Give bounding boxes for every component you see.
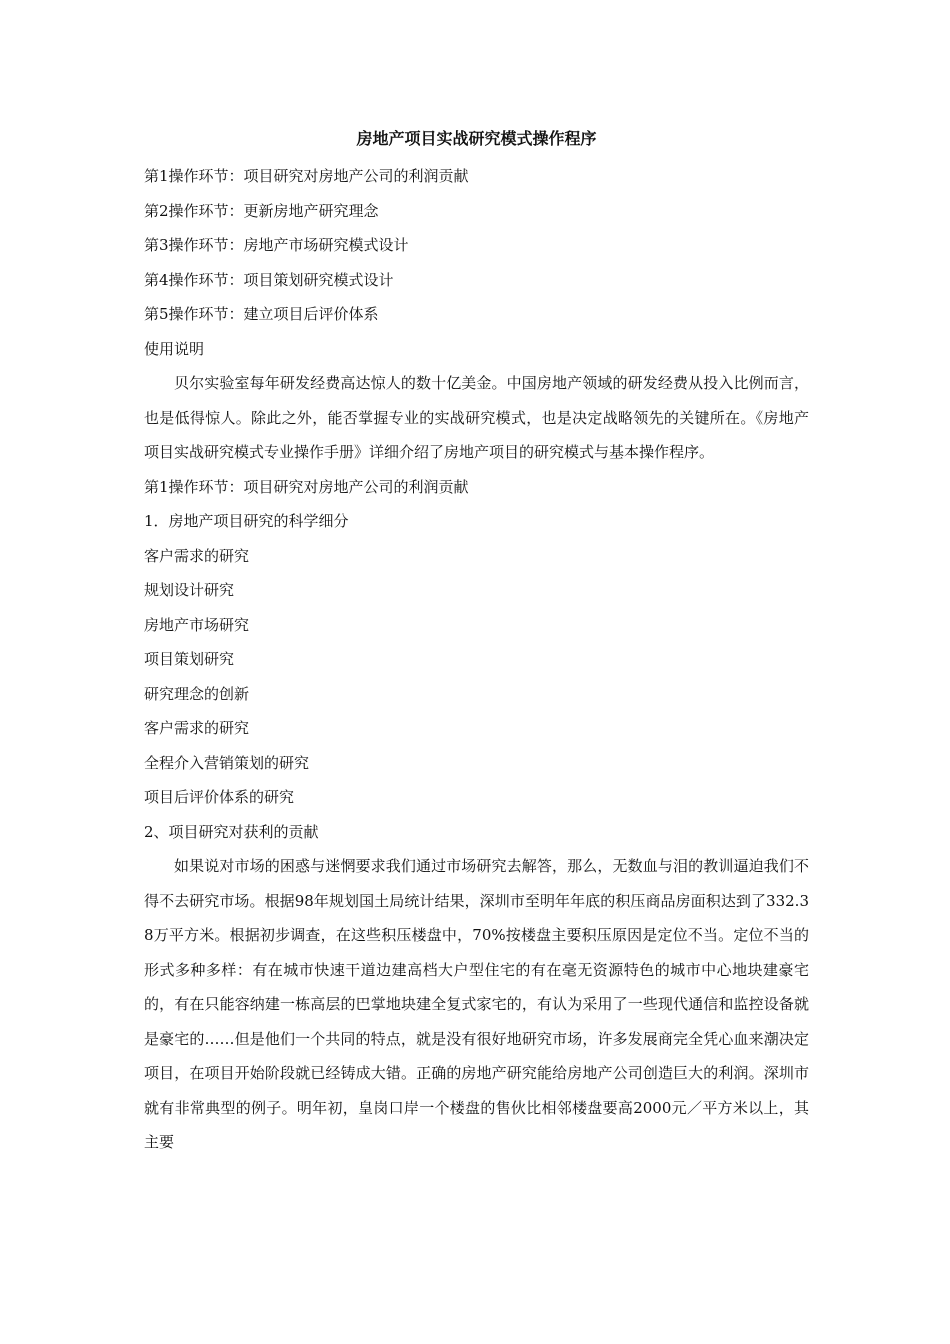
toc-item-5: 第5操作环节：建立项目后评价体系 [144, 305, 379, 323]
subsection-1-item: 客户需求的研究 [144, 719, 250, 737]
usage-heading: 使用说明 [144, 339, 205, 358]
toc-item-2: 第2操作环节：更新房地产研究理念 [144, 201, 379, 220]
body-paragraph: 如果说对市场的困惑与迷惘要求我们通过市场研究去解答，那么，无数血与泪的教训逼迫我们不得不去研究市场。根据98年规划国土局统计结果，深圳市至明年年底的积压商品房面积达到了332.38万平方米。根据初步调查，在这些积压楼盘中，70%按楼盘主要积压原因是定位不当。定位不当的形式多种多样：有在城市快速干道边建高档大户型住宅的有在毫无资源特色的城市中心地块建豪宅的，有在只能容纳建一栋高层的巴掌地块建全复式家宅的，有认为采用了一些现代通信和监控设备就是豪宅的……但是他们一个共同的特点，就是没有很好地研究市场，许多发展商完全凭心血来潮决定项目，在项目开始阶段就已经铸成大错。正确的房地产研究能给房地产公司创造巨大的利润。深圳市就有非常典型的例子。明年初，皇岗口岸一个楼盘的售伙比相邻楼盘要高2000元／平方米以上，其主要 [144, 857, 809, 1151]
toc-item-4: 第4操作环节：项目策划研究模式设计 [144, 270, 394, 289]
subsection-1-item: 研究理念的创新 [144, 684, 250, 703]
section-1-heading: 第1操作环节：项目研究对房地产公司的利润贡献 [144, 477, 469, 496]
toc-item-3: 第3操作环节：房地产市场研究模式设计 [144, 236, 409, 254]
toc-item-1: 第1操作环节：项目研究对房地产公司的利润贡献 [144, 167, 469, 185]
subsection-1-item: 项目策划研究 [144, 650, 235, 668]
document-page [144, 125, 809, 1160]
subsection-1-item: 项目后评价体系的研究 [144, 788, 295, 806]
subsection-1-heading: 1．房地产项目研究的科学细分 [144, 512, 349, 530]
subsection-1-item: 规划设计研究 [144, 581, 235, 599]
subsection-1-item: 房地产市场研究 [144, 615, 250, 634]
subsection-2-heading: 2、项目研究对获利的贡献 [144, 822, 319, 841]
document-title: 房地产项目实战研究模式操作程序 [356, 129, 597, 148]
intro-paragraph: 贝尔实验室每年研发经费高达惊人的数十亿美金。中国房地产领域的研发经费从投入比例而言，也是低得惊人。除此之外，能否掌握专业的实战研究模式，也是决定战略领先的关键所在。《房地产项目实战研究模式专业操作手册》详细介绍了房地产项目的研究模式与基本操作程序。 [144, 374, 809, 461]
subsection-1-item: 全程介入营销策划的研究 [144, 753, 310, 772]
subsection-1-item: 客户需求的研究 [144, 546, 250, 565]
